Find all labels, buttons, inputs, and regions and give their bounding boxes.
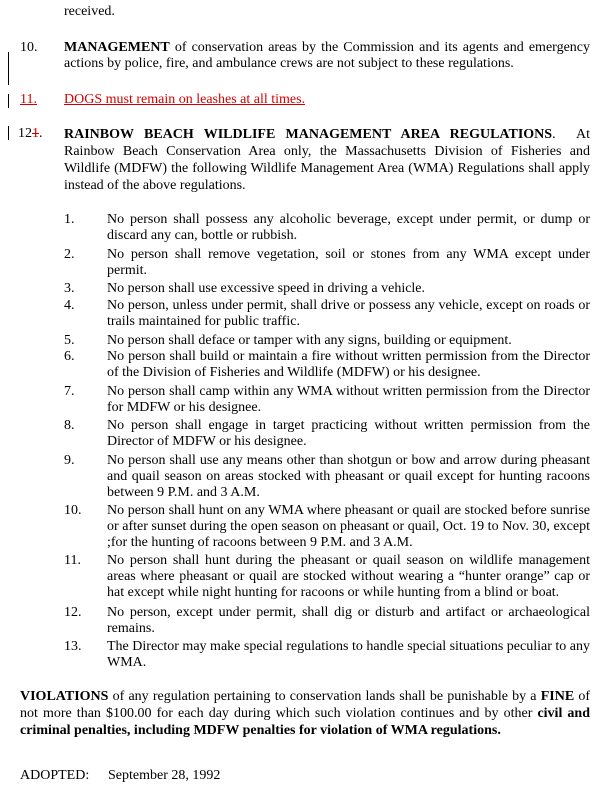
wma-rule-number: 2. <box>64 247 75 262</box>
wma-rule-number: 6. <box>64 349 75 364</box>
adopted-label: ADOPTED: <box>20 768 90 783</box>
wma-rule-text: No person shall possess any alcoholic beverage, except under permit, or dump or discard any can, bottle or rubbish. <box>107 212 590 243</box>
adopted-date: September 28, 1992 <box>108 768 221 783</box>
revision-change-bar <box>8 126 9 140</box>
item-10-number: 10. <box>20 40 38 55</box>
wma-rule-number: 1. <box>64 212 75 227</box>
item-12-number-deleted: 1 <box>32 126 39 141</box>
wma-rule-text: No person shall use any means other than shotgun or bow and arrow during pheasant and quail season on areas stocked with pheasant or quail except for hunting racoons between 9 P.M. and 3 A.M. <box>107 453 590 500</box>
wma-rule-text: No person shall hunt during the pheasant or quail season on wildlife management areas where pheasant or quail are stocked without wearing a “hunter orange” cap or hat except while night hunting for racoons or while hunting from a blind or boat. <box>107 553 590 600</box>
violations-paragraph: VIOLATIONS of any regulation pertaining to conservation lands shall be punishable by a FINE of not more than $100.00 for each day during which such violation continues and by other civil and criminal penalties, including MDFW penalties for violation of WMA regulations. <box>20 689 591 738</box>
wma-rule-number: 7. <box>64 384 75 399</box>
wma-rule-text: No person shall engage in target practicing without written permission from the Director of MDFW or his designee. <box>107 418 590 449</box>
item-12-heading: RAINBOW BEACH WILDLIFE MANAGEMENT AREA REGULATIONS <box>64 127 553 142</box>
item-11-number: 11. <box>20 92 37 107</box>
wma-rule-number: 13. <box>64 639 82 654</box>
wma-rule-text: No person shall camp within any WMA without written permission from the Director for MDFW or his designee. <box>107 384 590 415</box>
item-12-number <box>18 126 43 142</box>
penalties-term: civil and criminal penalties, including MDFW penalties for violation of WMA regulations. <box>20 706 590 738</box>
wma-rule-number: 8. <box>64 418 75 433</box>
wma-rule-text: No person shall deface or tamper with any signs, building or equipment. <box>107 333 512 348</box>
wma-rule-number: 11. <box>64 553 81 568</box>
violations-heading: VIOLATIONS <box>20 689 109 704</box>
wma-rule-number: 3. <box>64 281 75 296</box>
wma-rule-text: No person shall build or maintain a fire without written permission from the Director of the Division of Fisheries and Wildlife (MDFW) or his designee. <box>107 349 590 380</box>
item-12-number-kept: 12 <box>18 126 32 141</box>
wma-rule-number: 10. <box>64 503 82 518</box>
wma-rule-text: The Director may make special regulations to handle special situations peculiar to any WMA. <box>107 639 590 670</box>
item-10-heading: MANAGEMENT <box>64 40 170 55</box>
item-11-text: DOGS must remain on leashes at all times. <box>64 92 306 107</box>
item-12-body: At Rainbow Beach Conservation Area only, the Massachusetts Division of Fisheries and Wildlife (MDFW) the following Wildlife Management Area (WMA) Regulations shall apply instead of the above regulations. <box>64 127 591 193</box>
wma-rule-text: No person shall remove vegetation, soil or stones from any WMA except under permit. <box>107 247 590 278</box>
continued-text-fragment: received. <box>64 4 115 19</box>
wma-rule-text: No person, unless under permit, shall drive or possess any vehicle, except on roads or trails maintained for public traffic. <box>107 298 590 329</box>
wma-rule-number: 9. <box>64 453 75 468</box>
wma-rule-number: 4. <box>64 298 75 313</box>
wma-rule-number: 12. <box>64 605 82 620</box>
wma-rule-text: No person shall use excessive speed in driving a vehicle. <box>107 281 426 296</box>
revision-change-bar <box>8 52 9 85</box>
item-12-text: RAINBOW BEACH WILDLIFE MANAGEMENT AREA REGULATIONS. At Rainbow Beach Conservation Area only, the Massachusetts Division of Fisheries and Wildlife (MDFW) the following Wildlife Management Area (WMA) Regulations shall apply instead of the above regulations. <box>64 127 591 193</box>
revision-change-bar <box>8 94 9 108</box>
wma-rule-text: No person, except under permit, shall dig or disturb and artifact or archaeological remains. <box>107 605 590 636</box>
item-10-body: of conservation areas by the Commission and its agents and emergency actions by police, fire, and ambulance crews are not subject to these regulations. <box>64 40 590 71</box>
fine-term: FINE <box>540 689 575 704</box>
item-10-text <box>64 40 590 72</box>
wma-rule-number: 5. <box>64 333 75 348</box>
wma-rule-text: No person shall hunt on any WMA where pheasant or quail are stocked before sunrise or after sunset during the open season on pheasant or quail, Oct. 19 to Nov. 30, except ;for the hunting of racoons between 9 P.M. and 3 A.M. <box>107 503 590 550</box>
item-12-number-suffix: . <box>39 126 43 141</box>
